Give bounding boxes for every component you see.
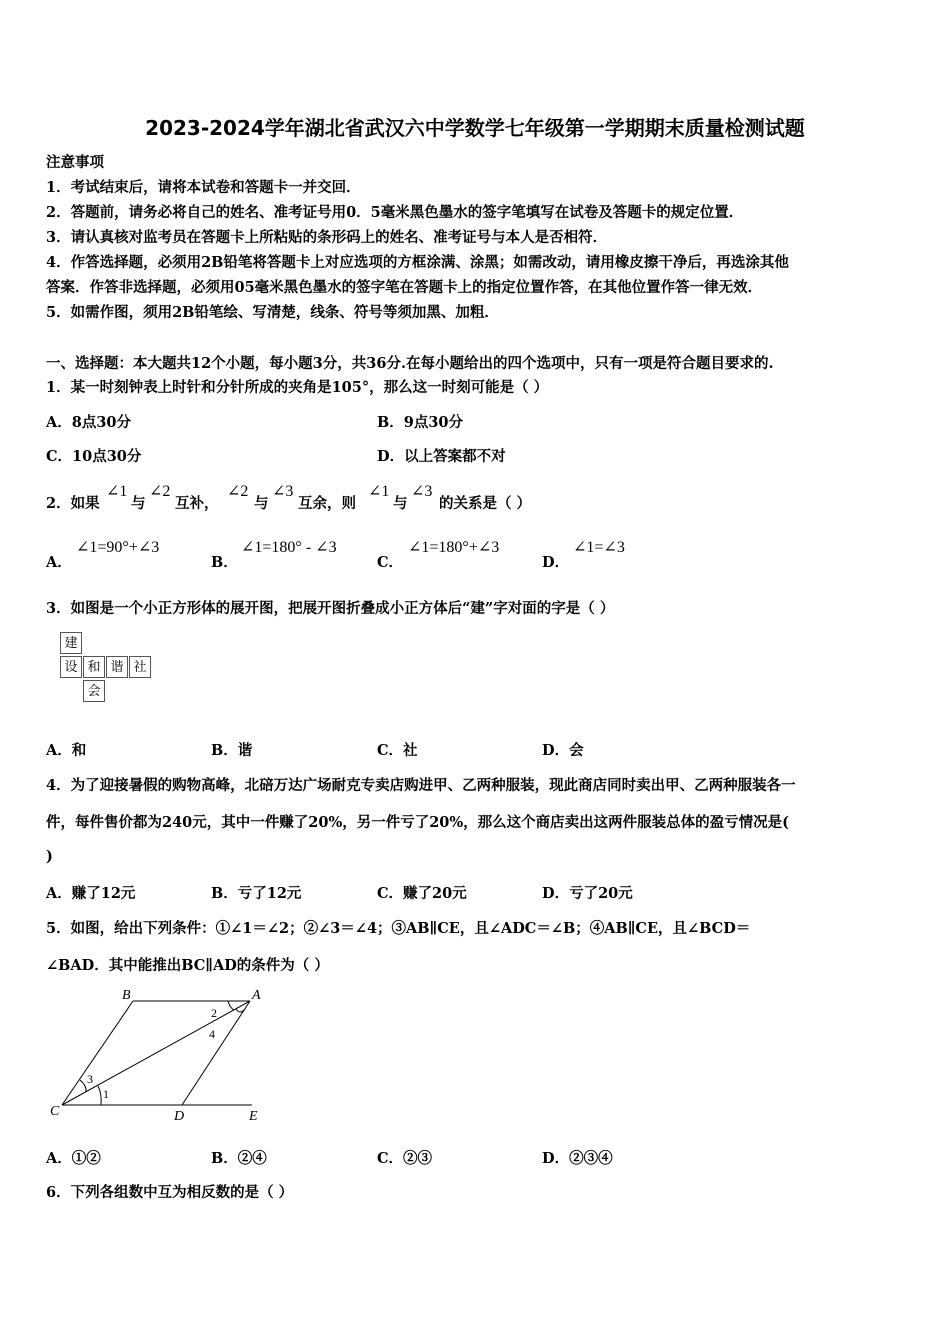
notice-item: 5．如需作图，须用2B铅笔绘、写清楚，线条、符号等须加黑、加粗． — [46, 304, 499, 321]
label-d: D — [174, 1109, 185, 1124]
q4-stem-line: ) — [46, 848, 53, 865]
q2-stem-text: 与 — [254, 495, 269, 512]
notice-item: 3．请认真核对监考员在答题卡上所粘贴的条形码上的姓名、准考证号与本人是否相符． — [46, 229, 608, 246]
q4-stem-line: 件，每件售价都为240元，其中一件赚了20%，另一件亏了20%，那么这个商店卖出这两件服装总体的盈亏情况是( — [46, 814, 790, 831]
q2-option-b-expr: ∠1=180° - ∠3 — [241, 539, 337, 556]
q4-stem-line: 4．为了迎接暑假的购物高峰，北碚万达广场耐克专卖店购进甲、乙两种服装，现此商店同时卖出甲、乙两种服装各一 — [46, 777, 796, 794]
q5-option-a: A．①② — [46, 1150, 101, 1167]
label-angle-3: 3 — [87, 1072, 93, 1086]
q2-angle: ∠3 — [272, 483, 294, 500]
label-angle-4: 4 — [209, 1027, 215, 1041]
q1-option-d: D．以上答案都不对 — [377, 448, 506, 465]
label-a: A — [252, 988, 261, 1003]
notice-item: 答案．作答非选择题，必须用05毫米黑色墨水的签字笔在答题卡上的指定位置作答，在其他位置作答一律无效． — [46, 279, 763, 296]
q1-option-a: A．8点30分 — [46, 414, 132, 431]
q2-option-a-expr: ∠1=90°+∠3 — [76, 539, 160, 556]
q4-option-b: B．亏了12元 — [211, 885, 302, 902]
q5-option-b: B．②④ — [211, 1150, 267, 1167]
angle-arc-2 — [228, 1001, 234, 1010]
net-cell: 社 — [129, 656, 151, 678]
angle-arc-1 — [98, 1086, 101, 1105]
q3-option-c: C．社 — [377, 742, 418, 759]
notice-item: 1．考试结束后，请将本试卷和答题卡一并交回． — [46, 179, 361, 196]
q1-option-b: B．9点30分 — [377, 414, 464, 431]
q6-stem: 6．下列各组数中互为相反数的是（ ） — [46, 1184, 294, 1201]
q3-stem: 3．如图是一个小正方形体的展开图，把展开图折叠成小正方体后“建”字对面的字是（ ） — [46, 600, 615, 617]
q2-option-c-expr: ∠1=180°+∠3 — [408, 539, 500, 556]
q2-stem-text: 互补， — [175, 495, 219, 512]
q1-option-c: C．10点30分 — [46, 448, 142, 465]
q2-option-d-expr: ∠1=∠3 — [573, 539, 625, 556]
segment-bc — [62, 1001, 133, 1105]
notice-item: 4．作答选择题，必须用2B铅笔将答题卡上对应选项的方框涂满、涂黑；如需改动，请用橡皮擦干净后，再选涂其他 — [46, 254, 789, 271]
q3-option-d: D．会 — [542, 742, 584, 759]
notice-item: 2．答题前，请务必将自己的姓名、准考证号用0．5毫米黑色墨水的签字笔填写在试卷及答题卡的规定位置． — [46, 204, 744, 221]
label-c: C — [50, 1104, 60, 1119]
q2-stem-text: 与 — [131, 495, 146, 512]
q2-stem-text: 2．如果 — [46, 495, 100, 512]
angle-arc-3 — [80, 1080, 86, 1092]
q1-stem: 1．某一时刻钟表上时针和分针所成的夹角是105°，那么这一时刻可能是（ ） — [46, 379, 549, 396]
q2-option-b-label: B． — [211, 554, 238, 571]
q2-angle: ∠2 — [227, 483, 249, 500]
q4-option-a: A．赚了12元 — [46, 885, 136, 902]
notice-heading: 注意事项 — [46, 154, 104, 171]
label-e: E — [249, 1109, 258, 1124]
net-cell: 建 — [60, 632, 82, 654]
net-cell: 设 — [60, 656, 82, 678]
section-heading: 一、选择题：本大题共12个小题，每小题3分，共36分.在每小题给出的四个选项中，只有一项是符合题目要求的. — [46, 355, 774, 372]
q4-option-c: C．赚了20元 — [377, 885, 467, 902]
q2-angle: ∠2 — [149, 483, 171, 500]
q3-option-a: A．和 — [46, 742, 87, 759]
label-angle-1: 1 — [103, 1087, 109, 1101]
q5-geometry-figure — [40, 982, 280, 1127]
q2-stem-text: 的关系是（ ） — [439, 495, 532, 512]
segment-ca — [62, 1001, 250, 1105]
q2-option-a-label: A． — [46, 554, 72, 571]
q3-option-b: B．谐 — [211, 742, 253, 759]
q4-option-d: D．亏了20元 — [542, 885, 633, 902]
q2-stem-text: 与 — [393, 495, 408, 512]
q2-angle: ∠1 — [368, 483, 390, 500]
label-angle-2: 2 — [211, 1006, 217, 1020]
q2-angle: ∠1 — [106, 483, 128, 500]
q2-option-c-label: C． — [377, 554, 404, 571]
label-b: B — [122, 988, 131, 1003]
q5-stem-line: 5．如图，给出下列条件：①∠1＝∠2；②∠3＝∠4；③AB∥CE，且∠ADC＝∠B；④AB∥CE，且∠BCD＝ — [46, 920, 751, 937]
net-cell: 会 — [83, 680, 105, 702]
q2-stem-text: 互余，则 — [298, 495, 356, 512]
net-cell: 谐 — [106, 656, 128, 678]
q5-option-c: C．②③ — [377, 1150, 433, 1167]
q5-stem-line: ∠BAD．其中能推出BC∥AD的条件为（ ） — [46, 957, 329, 974]
page-title: 2023-2024学年湖北省武汉六中学数学七年级第一学期期末质量检测试题 — [145, 116, 805, 140]
q5-option-d: D．②③④ — [542, 1150, 613, 1167]
q2-angle: ∠3 — [411, 483, 433, 500]
q2-option-d-label: D． — [542, 554, 570, 571]
net-cell: 和 — [83, 656, 105, 678]
